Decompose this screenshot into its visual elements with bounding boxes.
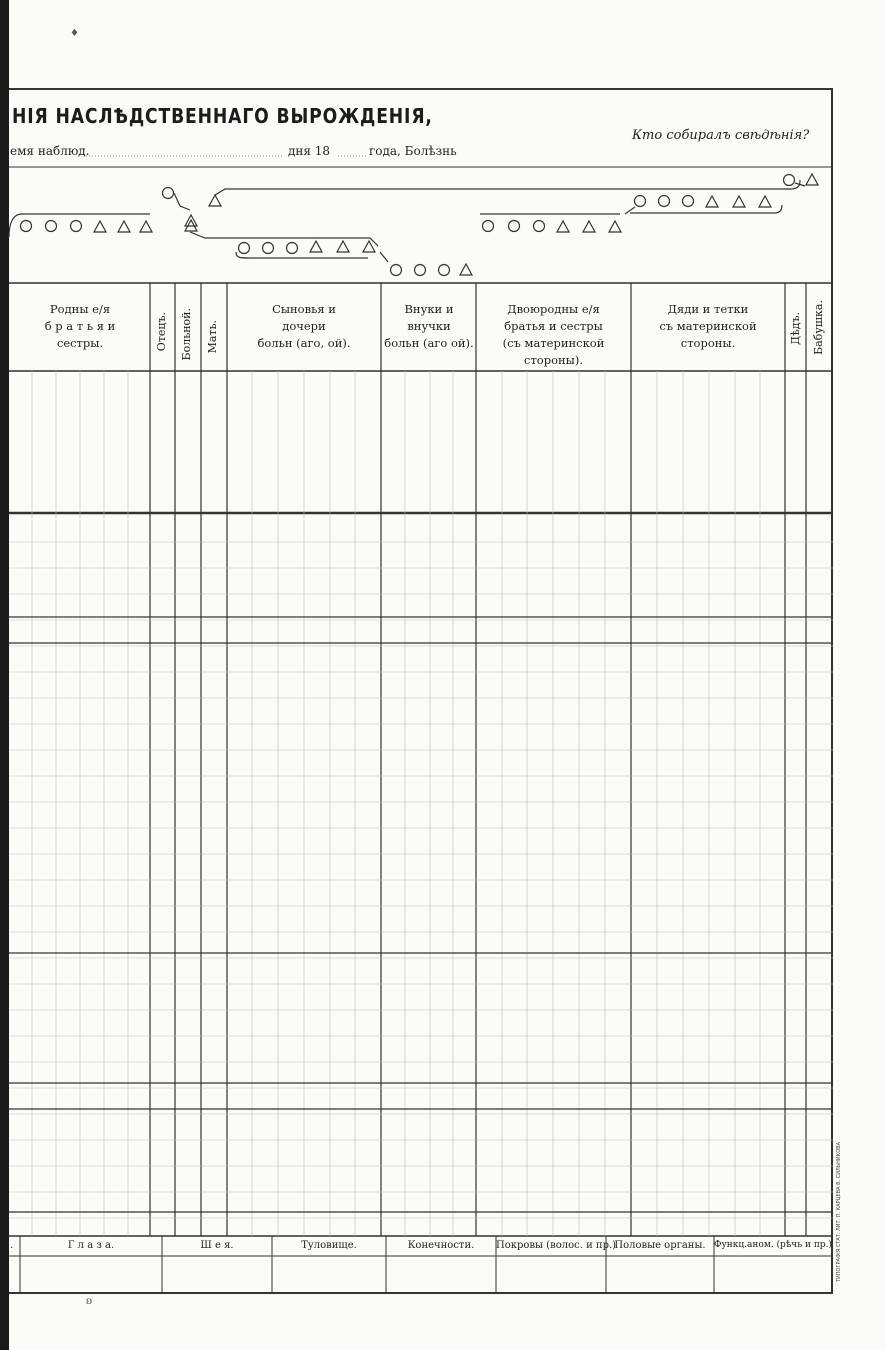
header-children-line2: дочери <box>282 319 326 333</box>
header-cousins <box>477 301 630 369</box>
sibling-male-symbol <box>140 221 152 232</box>
child-male-symbol <box>337 241 349 252</box>
child-female-symbol <box>239 243 250 254</box>
header-siblings-line2: б р а т ь я и <box>44 319 116 333</box>
uncle-aunt-male-symbol <box>706 196 718 207</box>
uncle-aunt-female-symbol <box>659 196 670 207</box>
bottom-label-genitals: Половые органы. <box>614 1240 706 1251</box>
observation-time-label: емя наблюд. <box>10 144 90 158</box>
grandchild-male-symbol <box>460 264 472 275</box>
header-uncles-line3: стороны. <box>680 336 736 350</box>
grandchild-female-symbol <box>439 265 450 276</box>
pedigree-left-bracket <box>9 214 150 237</box>
children-bracket <box>190 232 378 246</box>
header-siblings <box>12 301 148 352</box>
cousin-female-symbol <box>534 221 545 232</box>
bottom-label-covers: Покровы (волос. и пр.) <box>496 1240 617 1251</box>
margin-mark-bottom: ʚ <box>86 1296 93 1307</box>
header-grandchildren-line2: внучки <box>407 319 451 333</box>
child-female-symbol <box>287 243 298 254</box>
disease-label: года, Болѣзнь <box>369 144 457 158</box>
printer-imprint: ТИПОГРАФІЯ СТАТ. ЛИТ. П. КАРЦЕВА В. СИЛЬНИКОВА <box>836 1142 842 1283</box>
header-children-line1: Сыновья и <box>272 302 336 316</box>
page-title: НІЯ НАСЛѢДСТВЕННАГО ВЫРОЖДЕНІЯ, <box>12 104 433 128</box>
header-cousins-line3: (съ материнской стороны). <box>502 336 605 367</box>
child-male-symbol <box>363 241 375 252</box>
bottom-label-neck: Ш е я. <box>200 1240 234 1251</box>
day-label: дня 18 <box>288 144 331 158</box>
header-grandchildren-line3: больн (аго ой). <box>384 336 474 350</box>
cousin-male-symbol <box>583 221 595 232</box>
children-underline <box>236 252 368 258</box>
cousin-female-symbol <box>483 221 494 232</box>
header-uncles-line2: съ материнской <box>659 319 757 333</box>
cousin-male-symbol <box>557 221 569 232</box>
sibling-female-symbol <box>46 221 57 232</box>
grandmother-symbol <box>784 175 795 186</box>
header-grandmother: Бабушка. <box>812 300 825 355</box>
header-cousins-line1: Двоюродны е/я <box>507 302 600 316</box>
sibling-female-symbol <box>71 221 82 232</box>
header-cousins-line2: братья и сестры <box>504 319 603 333</box>
bottom-label-trunk: Туловище. <box>301 1240 357 1251</box>
header-grandfather: Дѣдъ. <box>789 312 802 345</box>
sibling-female-symbol <box>21 221 32 232</box>
header-children-line3: больн (аго, ой). <box>257 336 351 350</box>
child-female-symbol <box>263 243 274 254</box>
bottom-label-functions: Функц.аном. (рѣчь и пр.) <box>714 1240 832 1250</box>
header-mother: Мать. <box>206 320 219 354</box>
sibling-male-symbol <box>94 221 106 232</box>
pedigree-top-bracket <box>215 180 800 195</box>
grandchildren-link <box>380 252 388 262</box>
mother-symbol <box>163 188 174 199</box>
cousin-male-symbol <box>609 221 621 232</box>
child-male-symbol <box>310 241 322 252</box>
header-uncles <box>632 301 784 352</box>
collector-label: Кто собиралъ свѣдѣнія? <box>632 128 810 143</box>
header-father: Отецъ. <box>155 312 168 352</box>
pedigree-link <box>174 193 190 210</box>
header-grandchildren <box>382 301 476 352</box>
header-patient: Больной. <box>180 308 193 361</box>
header-siblings-line1: Родны е/я <box>49 302 111 316</box>
sibling-male-symbol <box>118 221 130 232</box>
grandchild-female-symbol <box>391 265 402 276</box>
bottom-label-limbs: Конечности. <box>407 1240 475 1251</box>
header-siblings-line3: сестры. <box>56 336 104 350</box>
margin-mark: ♦ <box>70 28 79 39</box>
bottom-label-eyes: Г л а з а. <box>67 1240 115 1251</box>
uncle-aunt-male-symbol <box>759 196 771 207</box>
header-uncles-line1: Дяди и тетки <box>667 302 749 316</box>
uncle-aunt-female-symbol <box>635 196 646 207</box>
cousin-female-symbol <box>509 221 520 232</box>
header-children <box>228 301 380 352</box>
grandfather-symbol <box>806 174 818 185</box>
bottom-label-lead: . <box>10 1240 14 1251</box>
uncle-aunt-male-symbol <box>733 196 745 207</box>
father-symbol <box>209 195 221 206</box>
header-grandchildren-line1: Внуки и <box>404 302 454 316</box>
grandchild-female-symbol <box>415 265 426 276</box>
uncle-aunt-female-symbol <box>683 196 694 207</box>
